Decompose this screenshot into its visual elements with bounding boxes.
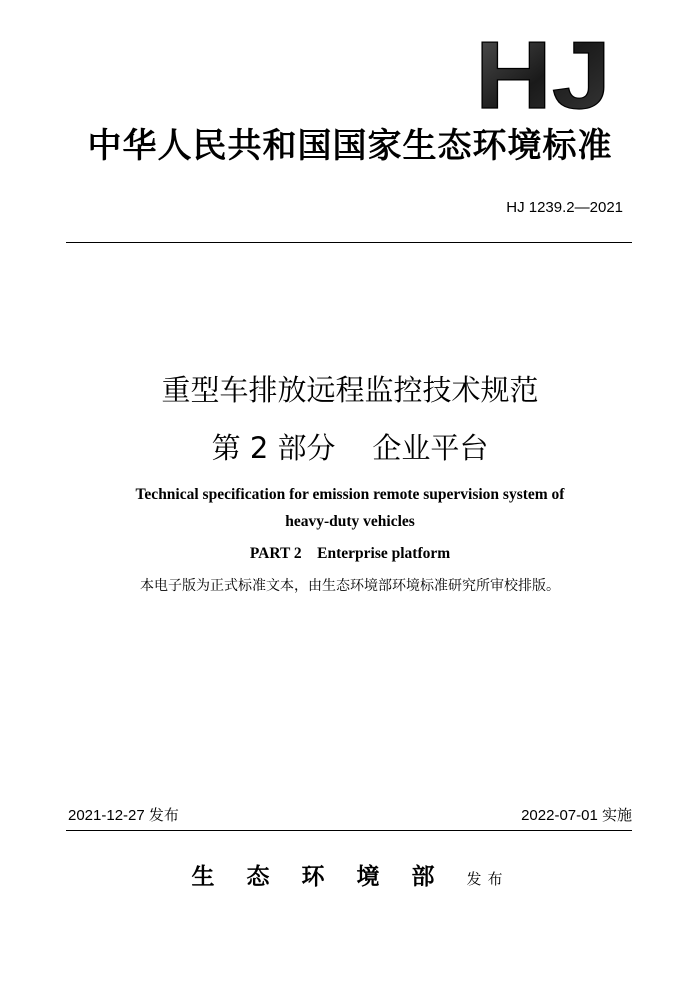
document-part-english: PART 2 Enterprise platform [249, 545, 451, 562]
electronic-version-notice: 本电子版为正式标准文本，由生态环境部环境标准研究所审校排版。 [140, 578, 560, 594]
document-title-english-line1: Technical specification for emission remote supervision system of [135, 486, 565, 503]
document-title-english-line2: heavy-duty vehicles [285, 513, 415, 530]
top-divider [66, 242, 632, 243]
bottom-divider [66, 830, 632, 831]
document-title-chinese: 重型车排放远程监控技术规范 [161, 373, 539, 407]
standard-number: HJ 1239.2—2021 [506, 199, 623, 216]
issuer-name: 生态环境部 [191, 863, 467, 890]
hj-logo [472, 34, 614, 110]
issuer-suffix: 发布 [466, 870, 509, 888]
document-part-chinese: 第 2 部分 企业平台 [211, 431, 489, 465]
hj-logo-text: HJ [475, 34, 611, 110]
implementation-date: 2022-07-01 实施 [521, 807, 632, 824]
standard-category-title: 中华人民共和国国家生态环境标准 [87, 126, 613, 166]
issuer-line [0, 860, 700, 896]
release-date: 2021-12-27 发布 [68, 807, 179, 824]
